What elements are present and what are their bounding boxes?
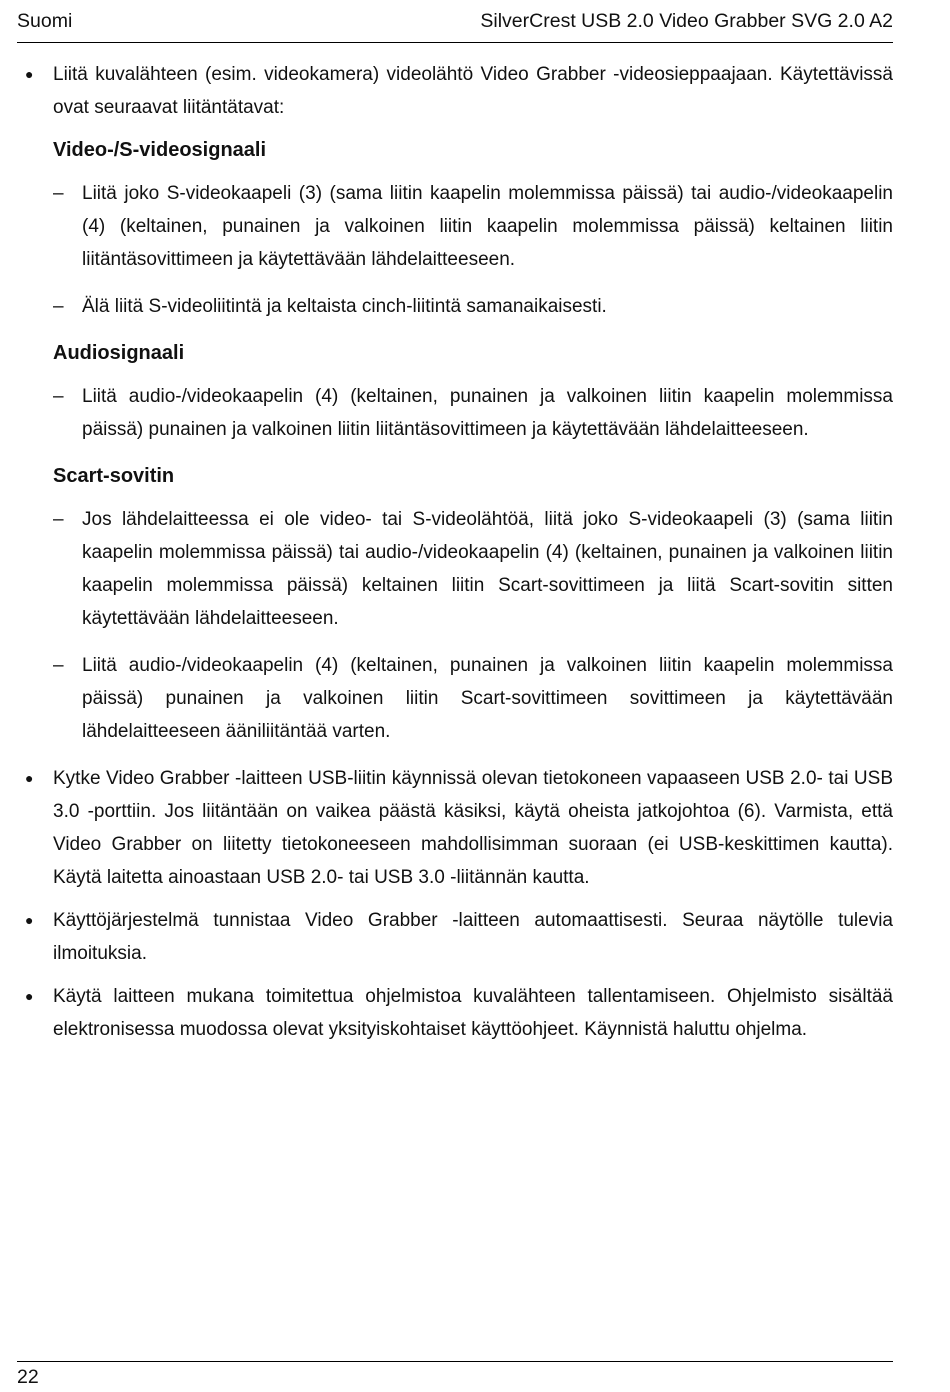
dash-item-video-2: – Älä liitä S-videoliitintä ja keltaista cinch-liitintä samanaikaisesti. bbox=[82, 290, 893, 323]
page-content bbox=[0, 58, 950, 1046]
header-product-title: SilverCrest USB 2.0 Video Grabber SVG 2.0 A2 bbox=[480, 10, 893, 32]
header-language: Suomi bbox=[17, 10, 73, 32]
page-header bbox=[17, 8, 893, 43]
page-number: 22 bbox=[17, 1366, 39, 1388]
intro-bullet: ● Liitä kuvalähteen (esim. videokamera) videolähtö Video Grabber -videosieppaajaan. Käytettävissä ovat seuraavat liitäntätavat: bbox=[53, 58, 893, 124]
dash-item-scart-1: – Jos lähdelaitteessa ei ole video- tai S-videolähtöä, liitä joko S-videokaapeli (3) (sama liitin kaapelin molemmissa päissä) tai audio-/videokaapelin (4) (keltainen, punainen ja valkoinen liitin kaapelin molemmissa päissä) keltainen liitin Scart-sovittimeen ja liitä Scart-sovitin sitten käytettävään lähdelaitteeseen. bbox=[82, 503, 893, 635]
section-heading-scart: Scart-sovitin bbox=[53, 465, 175, 487]
bullet-software: ● Käytä laitteen mukana toimitettua ohjelmistoa kuvalähteen tallentamiseen. Ohjelmisto sisältää elektronisessa muodossa olevat yksityiskohtaiset käyttöohjeet. Käynnistä haluttu ohjelma. bbox=[53, 980, 893, 1046]
bullet-usb-connect: ● Kytke Video Grabber -laitteen USB-liitin käynnissä olevan tietokoneen vapaaseen USB 2.0- tai USB 3.0 -porttiin. Jos liitäntään on vaikea päästä käsiksi, käytä oheista jatkojohtoa (6). Varmista, että Video Grabber on liitetty tietokoneeseen mahdollisimman suoraan (ei USB-keskittimen kautta). Käytä laitetta ainoastaan USB 2.0- tai USB 3.0 -liitännän kautta. bbox=[53, 762, 893, 894]
section-heading-video: Video-/S-videosignaali bbox=[53, 139, 267, 161]
page-footer bbox=[17, 1361, 893, 1389]
dash-item-scart-2: – Liitä audio-/videokaapelin (4) (keltainen, punainen ja valkoinen liitin kaapelin molemmissa päissä) punainen ja valkoinen liitin Scart-sovittimeen sovittimeen ja käytettävään lähdelaitteeseen ääniliitäntää varten. bbox=[82, 649, 893, 748]
bullet-os-detect: ● Käyttöjärjestelmä tunnistaa Video Grabber -laitteen automaattisesti. Seuraa näytölle tulevia ilmoituksia. bbox=[53, 904, 893, 970]
section-heading-audio: Audiosignaali bbox=[53, 342, 185, 364]
dash-item-video-1: – Liitä joko S-videokaapeli (3) (sama liitin kaapelin molemmissa päissä) tai audio-/videokaapelin (4) (keltainen, punainen ja valkoinen liitin kaapelin molemmissa päissä) keltainen liitin liitäntäsovittimeen ja käytettävään lähdelaitteeseen. bbox=[82, 177, 893, 276]
dash-item-audio-1: – Liitä audio-/videokaapelin (4) (keltainen, punainen ja valkoinen liitin kaapelin molemmissa päissä) punainen ja valkoinen liitin liitäntäsovittimeen ja käytettävään lähdelaitteeseen. bbox=[82, 380, 893, 446]
